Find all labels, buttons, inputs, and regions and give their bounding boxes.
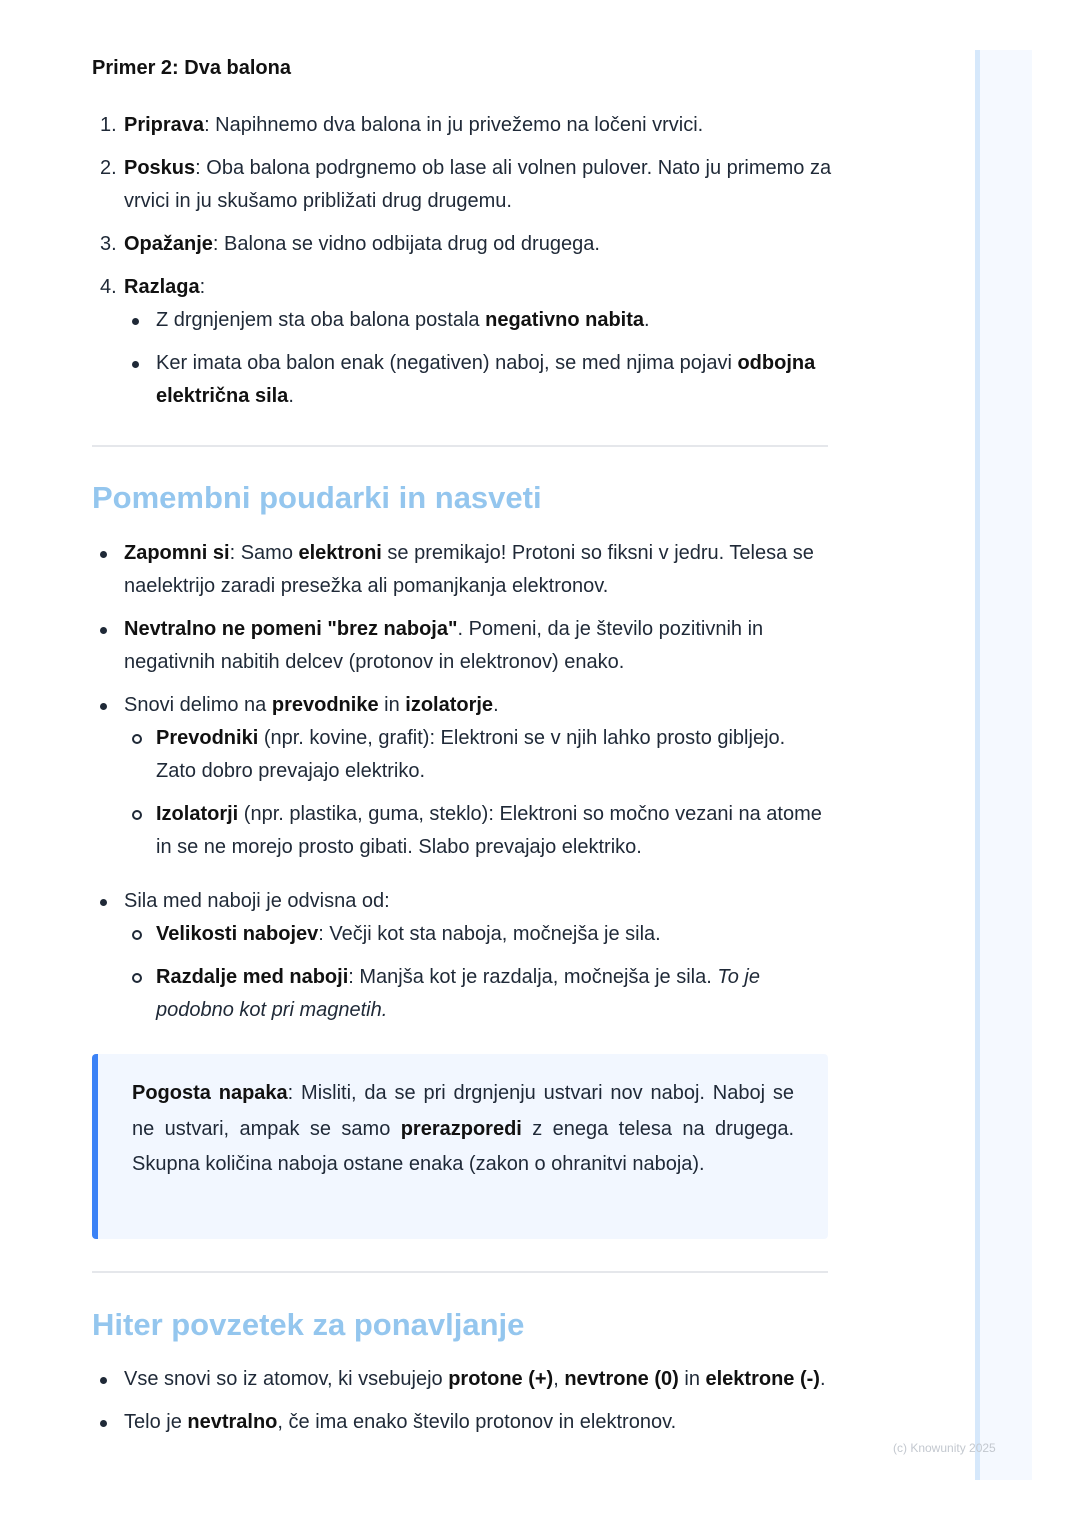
divider bbox=[92, 1271, 828, 1273]
list-item: Prevodniki (npr. kovine, grafit): Elektroni se v njih lahko prosto gibljejo. Zato dobro prevajajo elektriko. bbox=[124, 722, 828, 788]
list-item: Izolatorji (npr. plastika, guma, steklo): Elektroni so močno vezani na atome in se ne morejo prosto gibati. Slabo prevajajo elektriko. bbox=[124, 798, 828, 864]
bullet-icon bbox=[100, 627, 107, 634]
list-item: Ker imata oba balon enak (negativen) naboj, se med njima pojavi odbojna električna sila. bbox=[124, 347, 832, 413]
list-item: Z drgnjenjem sta oba balona postala negativno nabita. bbox=[124, 304, 832, 337]
bullet-icon bbox=[100, 1420, 107, 1427]
bullet-icon bbox=[132, 361, 139, 368]
example-title: Primer 2: Dva balona bbox=[92, 57, 291, 79]
list-item: 1. Priprava: Napihnemo dva balona in ju privežemo na ločeni vrvici. bbox=[100, 114, 704, 136]
list-item: Sila med naboji je odvisna od: Velikosti nabojev: Večji kot sta naboja, močnejša je sila. Razdalje med naboji: Manjša kot je razdalja, močnejša je sila. To je podobno kot pri magnetih. bbox=[92, 885, 828, 1027]
circle-bullet-icon bbox=[132, 973, 142, 983]
section-heading-summary: Hiter povzetek za ponavljanje bbox=[92, 1307, 525, 1342]
divider bbox=[92, 445, 828, 447]
list-item: 4. Razlaga: Z drgnjenjem sta oba balona postala negativno nabita. Ker imata oba balon enak (negativen) naboj, se med njima pojavi odbojna električna sila. bbox=[92, 271, 832, 413]
list-item: 3. Opažanje: Balona se vidno odbijata drug od drugega. bbox=[100, 233, 600, 255]
callout-text: Pogosta napaka: Misliti, da se pri drgnjenju ustvari nov naboj. Naboj se ne ustvari, ampak se samo prerazporedi z enega telesa na drugega. Skupna količina naboja ostane enaka (zakon o ohranitvi naboja). bbox=[132, 1082, 795, 1175]
explanation-list bbox=[124, 304, 832, 413]
list-item: 2. Poskus: Oba balona podrgnemo ob lase ali volnen pulover. Nato ju primemo za vrvici in ju skušamo približati drug drugemu. bbox=[100, 157, 832, 212]
list-item: Nevtralno ne pomeni "brez naboja". Pomeni, da je število pozitivnih in negativnih nabitih delcev (protonov in elektronov) enako. bbox=[92, 613, 828, 679]
list-item: Vse snovi so iz atomov, ki vsebujejo protone (+), nevtrone (0) in elektrone (-). bbox=[92, 1363, 828, 1396]
summary-list bbox=[92, 1363, 828, 1449]
page-side-panel bbox=[975, 50, 1032, 1480]
watermark: (c) Knowunity 2025 bbox=[893, 1441, 996, 1455]
callout-box bbox=[92, 1054, 828, 1239]
circle-bullet-icon bbox=[132, 930, 142, 940]
bullet-icon bbox=[100, 1377, 107, 1384]
bullet-icon bbox=[100, 551, 107, 558]
list-item: Snovi delimo na prevodnike in izolatorje. Prevodniki (npr. kovine, grafit): Elektroni se v njih lahko prosto gibljejo. Zato dobro prevajajo elektriko. Izolatorji (npr. plastika, guma, steklo): Elektroni so močno vezani na atome in se ne morejo prosto gibati. Slabo prevajajo elektriko. bbox=[92, 689, 828, 864]
bullet-icon bbox=[100, 703, 107, 710]
list-item: Zapomni si: Samo elektroni se premikajo! Protoni so fiksni v jedru. Telesa se naelektrijo zaradi presežka ali pomanjkanja elektronov. bbox=[92, 537, 828, 603]
bullet-icon bbox=[132, 318, 139, 325]
circle-bullet-icon bbox=[132, 810, 142, 820]
example-steps bbox=[92, 109, 832, 423]
material-types-list bbox=[124, 722, 828, 864]
list-item: Telo je nevtralno, če ima enako število protonov in elektronov. bbox=[92, 1406, 828, 1439]
list-item: Velikosti nabojev: Večji kot sta naboja, močnejša je sila. bbox=[124, 918, 828, 951]
force-factors-list bbox=[124, 918, 828, 1027]
tips-list bbox=[92, 537, 828, 1037]
section-heading-tips: Pomembni poudarki in nasveti bbox=[92, 480, 542, 515]
bullet-icon bbox=[100, 899, 107, 906]
list-item: Razdalje med naboji: Manjša kot je razdalja, močnejša je sila. To je podobno kot pri magnetih. bbox=[124, 961, 828, 1027]
circle-bullet-icon bbox=[132, 734, 142, 744]
